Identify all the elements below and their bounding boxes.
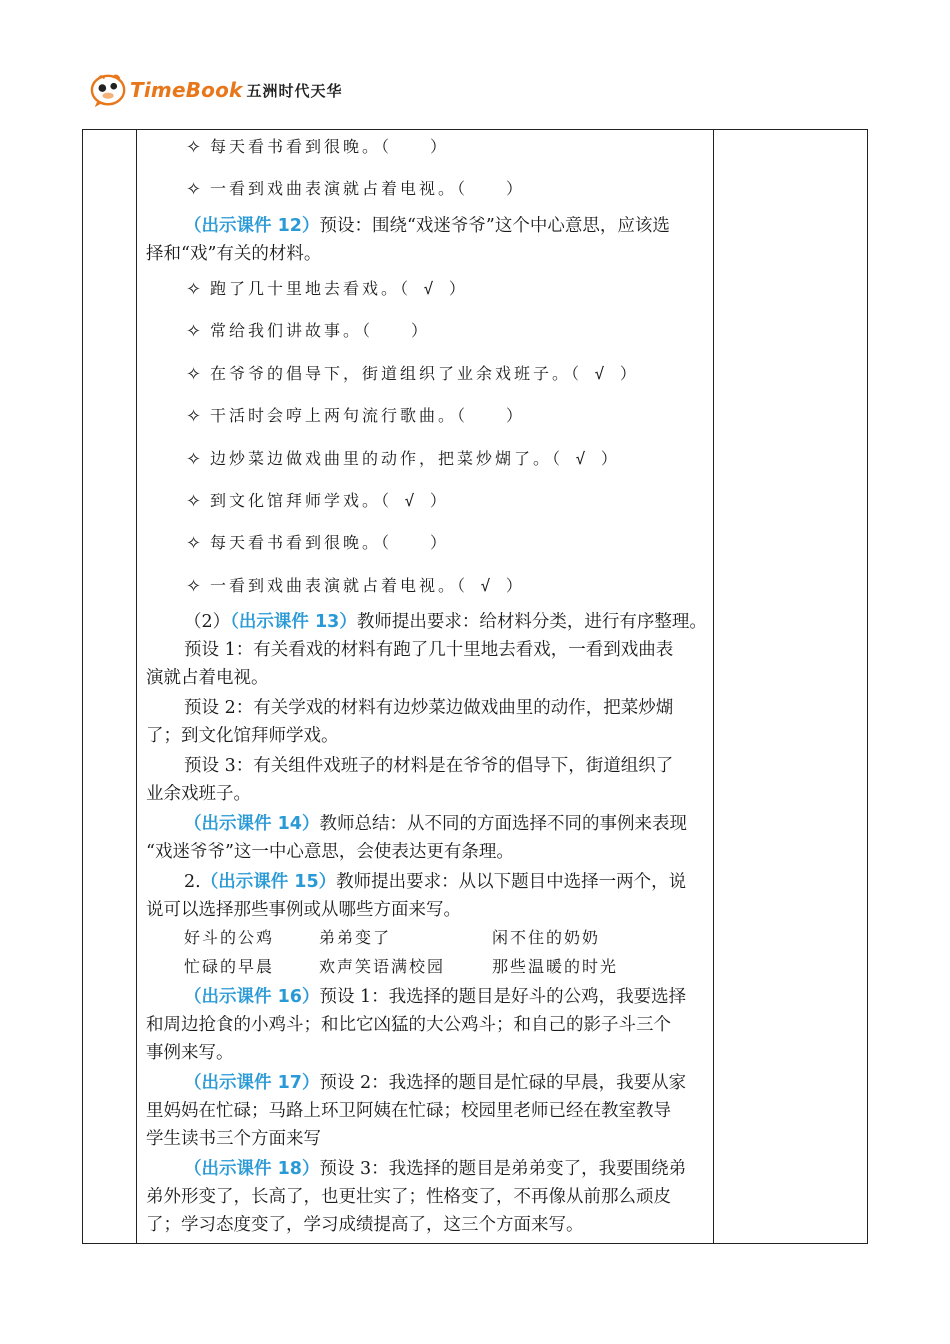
list-item: ✧ 边炒菜边做戏曲里的动作，把菜炒煳了。（ √ ） bbox=[186, 449, 620, 470]
paragraph-cont: 业余戏班子。 bbox=[146, 784, 251, 804]
paragraph: 预设 2：有关学戏的材料有边炒菜边做戏曲里的动作，把菜炒煳 bbox=[184, 698, 674, 718]
paragraph: （2）（出示课件 13）教师提出要求：给材料分类，进行有序整理。 bbox=[184, 612, 707, 632]
paragraph-cont: 和周边抢食的小鸡斗；和比它凶猛的大公鸡斗；和自己的影子斗三个 bbox=[146, 1015, 671, 1035]
list-item: ✧ 到文化馆拜师学戏。（ √ ） bbox=[186, 491, 449, 512]
paragraph: （出示课件 12）预设：围绕“戏迷爷爷”这个中心意思，应该选 bbox=[184, 216, 670, 236]
list-item: ✧ 跑了几十里地去看戏。（ √ ） bbox=[186, 279, 468, 300]
paragraph-cont: 里妈妈在忙碌；马路上环卫阿姨在忙碌；校园里老师已经在教室教导 bbox=[146, 1101, 671, 1121]
four-pointed-star-icon: ✧ bbox=[186, 533, 202, 554]
topic-option: 那些温暖的时光 bbox=[492, 957, 619, 976]
lesson-table bbox=[82, 129, 868, 1244]
paragraph-cont: “戏迷爷爷”这一中心意思，会使表达更有条理。 bbox=[146, 842, 514, 862]
four-pointed-star-icon: ✧ bbox=[186, 364, 202, 385]
paragraph: 预设 3：有关组件戏班子的材料是在爷爷的倡导下，街道组织了 bbox=[184, 756, 674, 776]
list-item: ✧ 一看到戏曲表演就占着电视。（ ） bbox=[186, 179, 526, 200]
paragraph-cont: 演就占着电视。 bbox=[146, 668, 269, 688]
paragraph: （出示课件 14）教师总结：从不同的方面选择不同的事例来表现 bbox=[184, 814, 687, 834]
topic-option: 弟弟变了 bbox=[319, 928, 392, 947]
cow-speech-bubble-icon bbox=[90, 71, 128, 109]
paragraph: 2.（出示课件 15）教师提出要求：从以下题目中选择一两个，说 bbox=[184, 872, 687, 892]
paragraph-cont: 学生读书三个方面来写 bbox=[146, 1129, 321, 1149]
list-item: ✧ 每天看书看到很晚。（ ） bbox=[186, 533, 450, 554]
topic-option: 闲不住的奶奶 bbox=[492, 928, 601, 947]
topic-option: 欢声笑语满校园 bbox=[319, 957, 446, 976]
list-item: ✧ 一看到戏曲表演就占着电视。（ √ ） bbox=[186, 576, 525, 597]
paragraph: （出示课件 17）预设 2：我选择的题目是忙碌的早晨，我要从家 bbox=[184, 1073, 687, 1093]
paragraph-cont: 了；学习态度变了，学习成绩提高了，这三个方面来写。 bbox=[146, 1215, 584, 1235]
four-pointed-star-icon: ✧ bbox=[186, 449, 202, 470]
column-divider bbox=[713, 130, 714, 1243]
paragraph-cont: 弟外形变了，长高了，也更壮实了；性格变了，不再像从前那么顽皮 bbox=[146, 1187, 671, 1207]
list-item: ✧ 每天看书看到很晚。（ ） bbox=[186, 137, 450, 158]
four-pointed-star-icon: ✧ bbox=[186, 321, 202, 342]
timebook-logo bbox=[90, 70, 343, 110]
paragraph-cont: 了；到文化馆拜师学戏。 bbox=[146, 726, 339, 746]
brand-name-en: TimeBook bbox=[130, 78, 243, 102]
four-pointed-star-icon: ✧ bbox=[186, 179, 202, 200]
four-pointed-star-icon: ✧ bbox=[186, 491, 202, 512]
list-item: ✧ 在爷爷的倡导下，街道组织了业余戏班子。（ √ ） bbox=[186, 364, 639, 385]
topic-option: 好斗的公鸡 bbox=[184, 928, 275, 947]
brand-name-cn: 五洲时代天华 bbox=[246, 81, 343, 100]
topic-option: 忙碌的早晨 bbox=[184, 957, 275, 976]
paragraph-cont: 择和“戏”有关的材料。 bbox=[146, 244, 322, 264]
paragraph: 预设 1：有关看戏的材料有跑了几十里地去看戏，一看到戏曲表 bbox=[184, 640, 674, 660]
list-item: ✧ 常给我们讲故事。（ ） bbox=[186, 321, 431, 342]
four-pointed-star-icon: ✧ bbox=[186, 279, 202, 300]
column-divider bbox=[136, 130, 137, 1243]
paragraph-cont: 事例来写。 bbox=[146, 1043, 234, 1063]
paragraph: （出示课件 18）预设 3：我选择的题目是弟弟变了，我要围绕弟 bbox=[184, 1159, 687, 1179]
four-pointed-star-icon: ✧ bbox=[186, 576, 202, 597]
four-pointed-star-icon: ✧ bbox=[186, 406, 202, 427]
paragraph: （出示课件 16）预设 1：我选择的题目是好斗的公鸡，我要选择 bbox=[184, 987, 687, 1007]
four-pointed-star-icon: ✧ bbox=[186, 137, 202, 158]
paragraph-cont: 说可以选择那些事例或从哪些方面来写。 bbox=[146, 900, 461, 920]
list-item: ✧ 干活时会哼上两句流行歌曲。（ ） bbox=[186, 406, 526, 427]
